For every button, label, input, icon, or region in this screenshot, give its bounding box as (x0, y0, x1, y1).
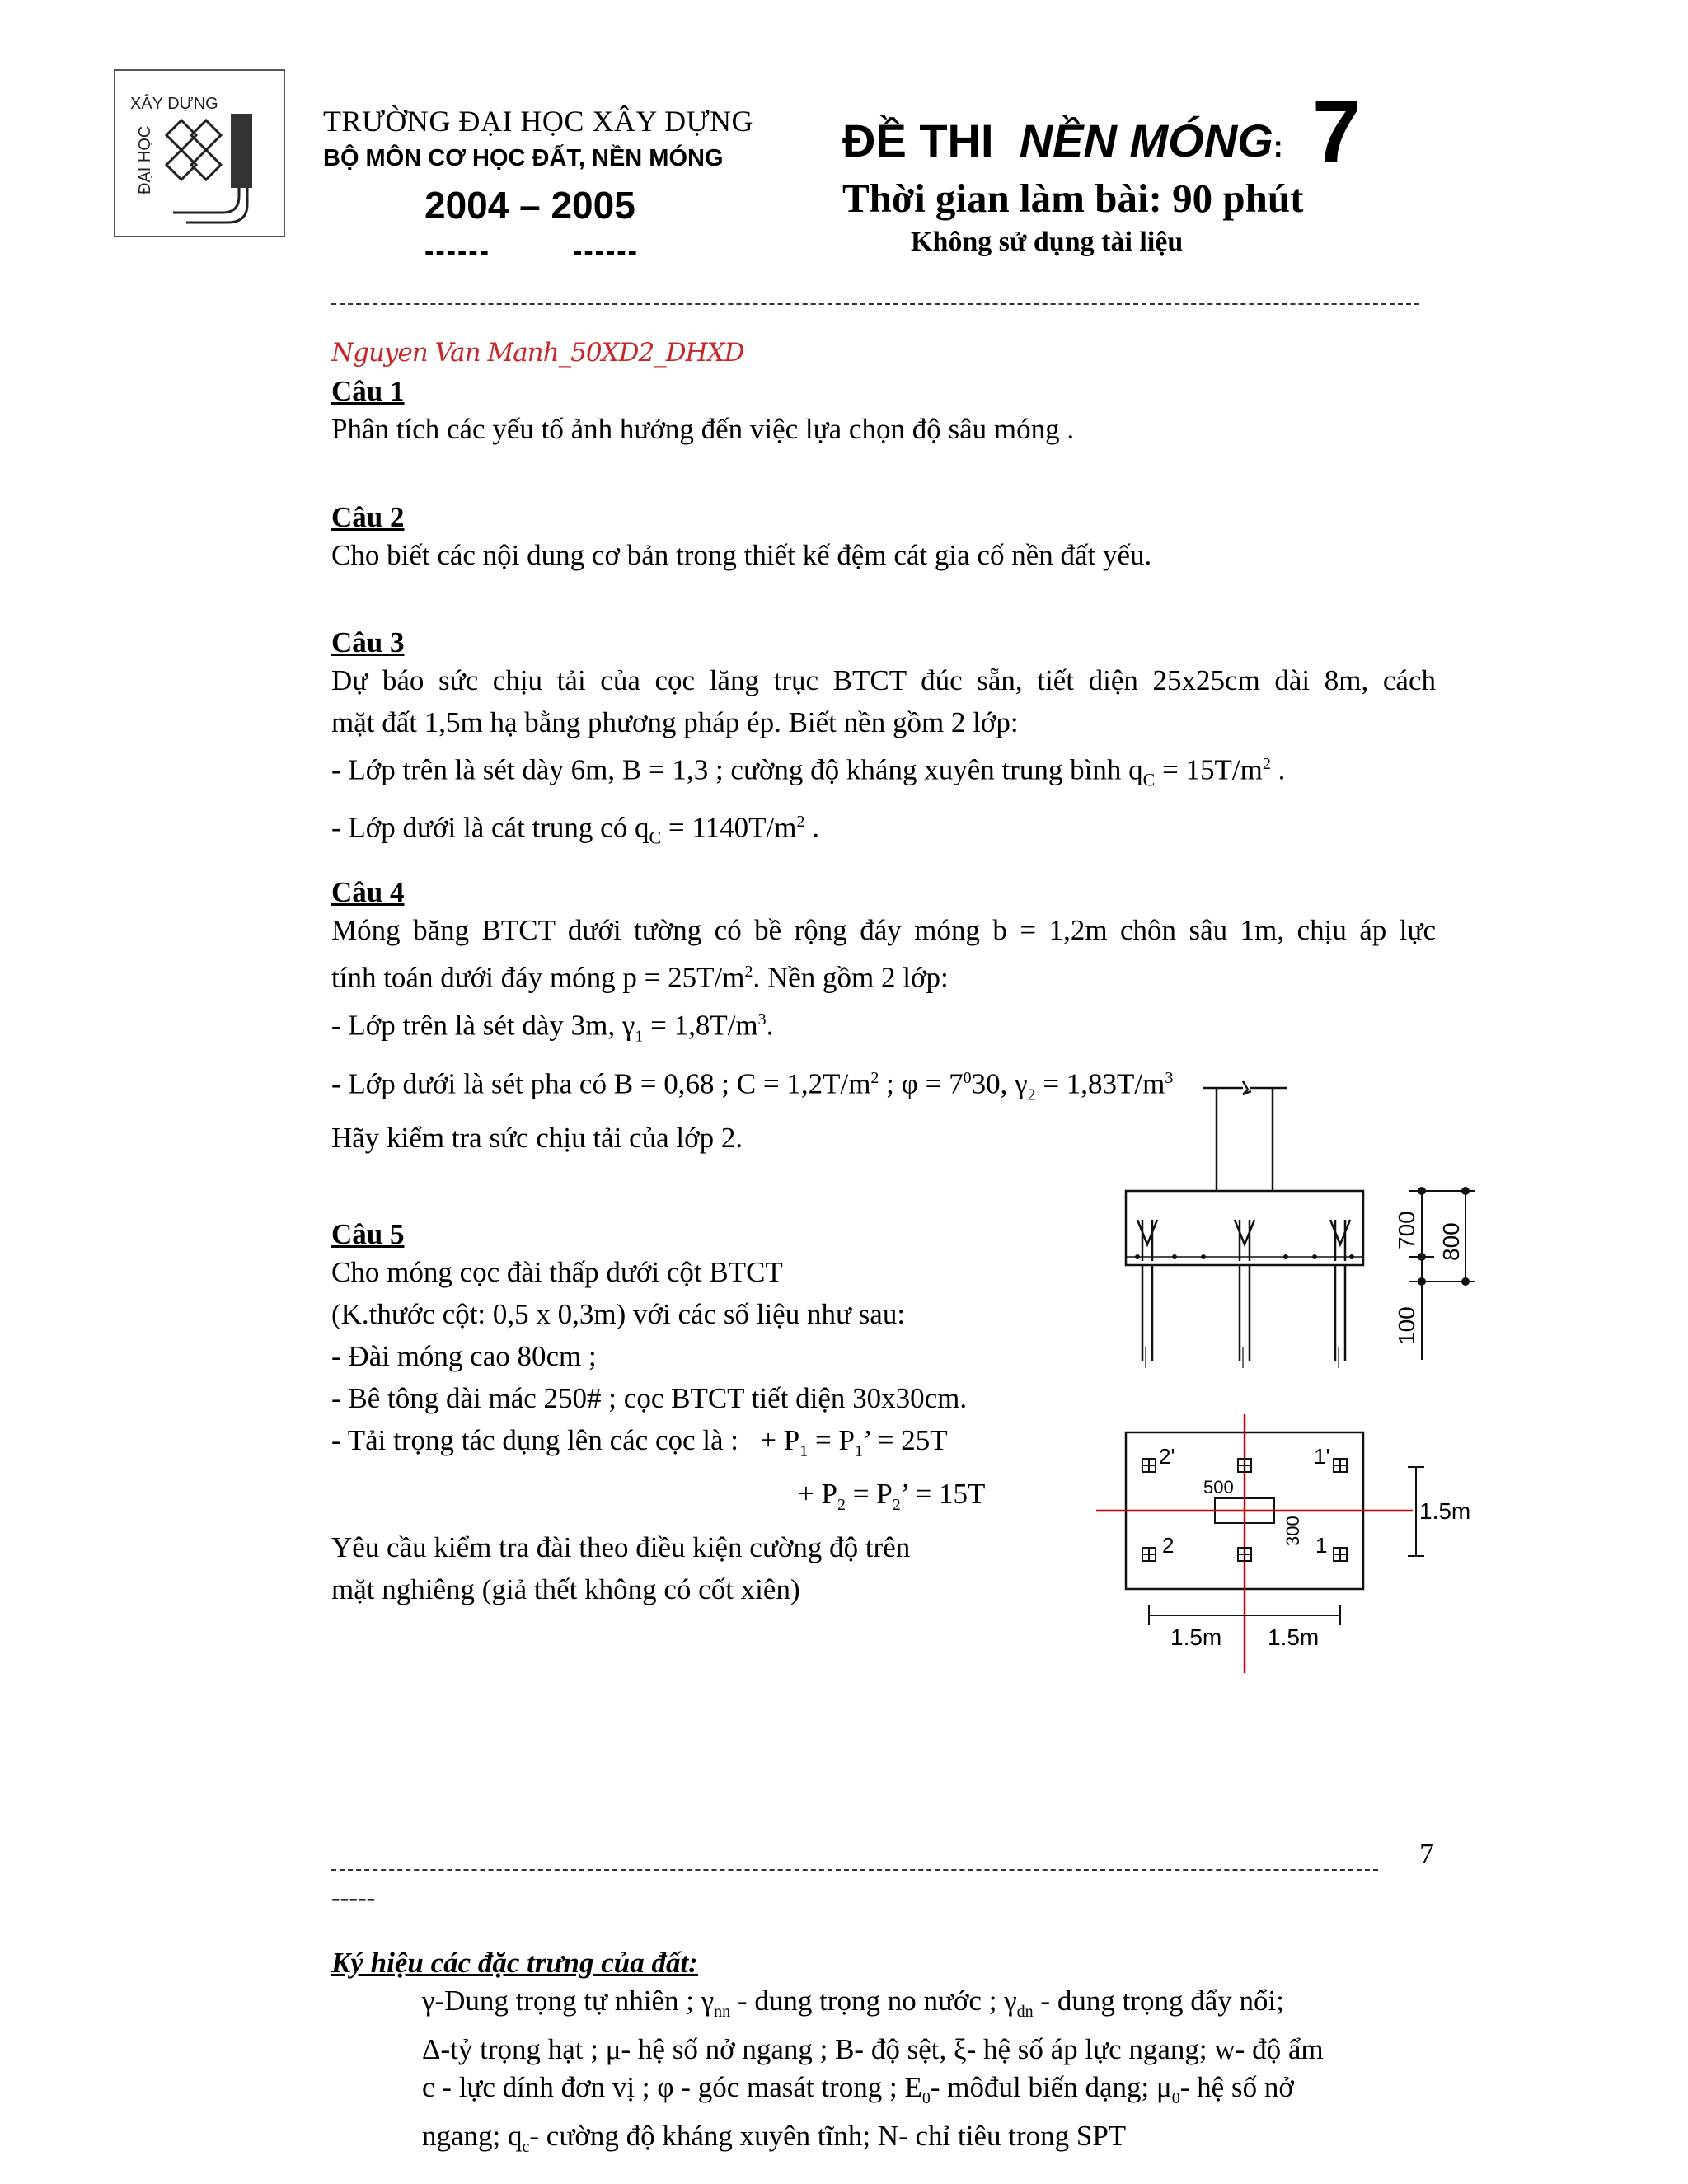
subscript: c (522, 2138, 530, 2156)
line-text: 30, γ (971, 1067, 1028, 1100)
legend-line: Δ-tỷ trọng hạt ; μ- hệ số nở ngang ; B- độ sệt, ξ- hệ số áp lực ngang; w- độ ẩm (422, 2033, 1324, 2065)
pile-label-2: 2 (1162, 1533, 1175, 1558)
legend-title: Ký hiệu các đặc trưng của đất: (331, 1947, 698, 1979)
dim-100-label: 100 (1394, 1306, 1419, 1345)
question-line (331, 999, 1436, 1058)
department-name: BỘ MÔN CƠ HỌC ĐẤT, NỀN MÓNG (323, 145, 724, 171)
logo-text-top: XÂY DỰNG (130, 95, 218, 113)
question-line: Cho móng cọc đài thấp dưới cột BTCT (331, 1256, 783, 1288)
pile-label-1p: 1' (1314, 1444, 1330, 1469)
academic-year: 2004 – 2005 (424, 184, 635, 227)
legend-line (422, 2117, 1444, 2166)
pile-label-1: 1 (1315, 1533, 1328, 1558)
superscript: 2 (796, 812, 805, 831)
question-line: - Bê tông dài mác 250# ; cọc BTCT tiết diện 30x30cm. (331, 1382, 968, 1414)
question-line (331, 743, 1436, 801)
legend-text: c - lực dính đơn vị ; φ - góc masát trong ; E (422, 2071, 922, 2103)
pile-cap-diagram (1096, 1055, 1492, 1694)
end-text: . (1270, 753, 1286, 786)
superscript: 3 (757, 1010, 767, 1029)
question-5 (331, 1218, 1073, 1610)
legend-text: - dung trọng no nước ; γ (730, 1985, 1017, 2017)
soil-symbol-legend (422, 1982, 1444, 2166)
pile-label-2p: 2' (1159, 1444, 1175, 1469)
question-line: Cho biết các nội dung cơ bản trong thiết kế đệm cát gia cố nền đất yếu. (331, 539, 1152, 571)
university-logo (114, 69, 285, 237)
elevation-dimensions (1409, 1191, 1475, 1360)
subscript: C (1142, 769, 1156, 790)
value-text: = 15T/m (1155, 753, 1263, 786)
exam-subject: NỀN MÓNG (1019, 115, 1273, 166)
end-text: . (804, 811, 819, 844)
dim-800-label: 800 (1438, 1222, 1464, 1261)
question-line (331, 801, 1436, 859)
question-line: Dự báo sức chịu tải của cọc lăng trục BTCT đúc sẵn, tiết diện 25x25cm dài 8m, cách (331, 664, 1436, 696)
exam-title (842, 114, 1283, 167)
legend-text: - hệ số nở (1179, 2071, 1294, 2103)
page-number: 7 (1419, 1837, 1434, 1870)
legend-line (422, 2069, 1444, 2117)
load-text: ’ = 25T (862, 1424, 948, 1456)
author-signature: Nguyen Van Manh_50XD2_DHXD (331, 338, 744, 368)
question-line: Móng băng BTCT dưới tường có bề rộng đáy móng b = 1,2m chôn sâu 1m, chịu áp lực (331, 914, 1436, 946)
axis-lines (1096, 1414, 1413, 1673)
question-line: Phân tích các yếu tố ảnh hưởng đến việc lựa chọn độ sâu móng . (331, 413, 1075, 445)
question-line: Yêu cầu kiểm tra đài theo điều kiện cường độ trên (331, 1531, 911, 1563)
question-line (331, 1473, 1073, 1526)
question-line (331, 1419, 1073, 1473)
question-title: Câu 1 (331, 375, 405, 407)
no-documents-note: Không sử dụng tài liệu (911, 227, 1184, 257)
subscript: 2 (892, 1496, 901, 1514)
subscript: dn (1016, 2003, 1034, 2021)
load-text: = P (808, 1424, 855, 1456)
line-text: - Tải trọng tác dụng lên các cọc là : (331, 1424, 738, 1456)
question-title: Câu 5 (331, 1218, 405, 1250)
elevation-view (1126, 1081, 1363, 1368)
line-text: = 1,83T/m (1035, 1067, 1165, 1100)
question-line: mặt nghiêng (giả thết không có cốt xiên) (331, 1573, 800, 1605)
foundation-drawing (1096, 1055, 1492, 1690)
legend-line (422, 1982, 1444, 2031)
legend-text: - môđul biến dạng; μ (930, 2071, 1172, 2103)
superscript: 3 (1165, 1069, 1174, 1088)
load-text: + P (798, 1478, 837, 1510)
question-line: (K.thước cột: 0,5 x 0,3m) với các số liệu như sau: (331, 1298, 906, 1330)
subscript: 1 (635, 1027, 644, 1046)
superscript: 0 (963, 1069, 972, 1088)
legend-text: - dung trọng đẩy nổi; (1033, 1985, 1284, 2017)
exam-colon: : (1273, 129, 1283, 163)
line-text: - Lớp dưới là sét pha có B = 0,68 ; C = 1,2T/m (331, 1067, 871, 1100)
column-depth-label: 300 (1282, 1516, 1303, 1546)
line-text: = 1,8T/m (643, 1009, 758, 1042)
subscript: 1 (799, 1442, 809, 1460)
dim-mid-15m: 1.5m (1268, 1624, 1320, 1650)
load-text: + P (760, 1424, 800, 1456)
logo-text-side: ĐẠI HỌC (136, 125, 154, 194)
footer-divider-tail: ----- (331, 1882, 376, 1912)
subscript: 2 (1027, 1085, 1036, 1104)
value-text: = 1140T/m (661, 811, 797, 844)
line-text: . Nền gồm 2 lớp: (753, 961, 949, 994)
line-text: - Lớp trên là sét dày 3m, γ (331, 1009, 635, 1042)
header-divider (331, 303, 1419, 305)
dim-700-label: 700 (1394, 1211, 1419, 1249)
question-line: Hãy kiểm tra sức chịu tải của lớp 2. (331, 1121, 743, 1154)
subscript: 0 (1171, 2089, 1180, 2107)
legend-text: ngang; q (422, 2120, 523, 2152)
exam-time: Thời gian làm bài: 90 phút (842, 176, 1304, 221)
exam-prefix: ĐỀ THI (842, 115, 994, 166)
question-line (331, 951, 1436, 999)
exam-number: 7 (1312, 83, 1361, 180)
load-text: = P (845, 1478, 893, 1510)
question-2 (331, 501, 1436, 576)
subscript: C (649, 827, 662, 848)
question-title: Câu 2 (331, 501, 405, 533)
subscript: nn (714, 2003, 731, 2021)
subscript: 1 (854, 1442, 863, 1460)
dim-right-15m: 1.5m (1419, 1498, 1471, 1524)
line-text: ; φ = 7 (879, 1067, 964, 1100)
question-1 (331, 375, 1436, 450)
load-text: ’ = 15T (900, 1478, 986, 1510)
legend-text: γ-Dung trọng tự nhiên ; γ (422, 1985, 715, 2017)
line-text: tính toán dưới đáy móng p = 25T/m (331, 961, 745, 994)
footer-divider (331, 1869, 1378, 1871)
dim-left-15m: 1.5m (1170, 1624, 1222, 1650)
header-dashes-right: ------ (573, 236, 639, 267)
line-text: . (766, 1009, 774, 1042)
subscript: 2 (837, 1496, 846, 1514)
superscript: 2 (744, 963, 753, 981)
line-text: - Lớp dưới là cát trung có q (331, 811, 649, 844)
subscript: 0 (921, 2089, 931, 2107)
superscript: 2 (1262, 755, 1271, 773)
legend-text: - cường độ kháng xuyên tĩnh; N- chỉ tiêu trong SPT (529, 2120, 1127, 2152)
line-text: - Lớp trên là sét dày 6m, B = 1,3 ; cường độ kháng xuyên trung bình q (331, 753, 1143, 786)
question-3 (331, 626, 1436, 858)
question-line: mặt đất 1,5m hạ bằng phương pháp ép. Biết nền gồm 2 lớp: (331, 706, 1019, 738)
superscript: 2 (870, 1069, 879, 1088)
logo-emblem-icon (115, 71, 284, 236)
column-width-label: 500 (1203, 1477, 1234, 1497)
question-line: - Đài móng cao 80cm ; (331, 1340, 597, 1372)
question-title: Câu 4 (331, 876, 405, 908)
question-title: Câu 3 (331, 626, 405, 658)
header-dashes-left: ------ (424, 236, 490, 267)
school-name: TRƯỜNG ĐẠI HỌC XÂY DỰNG (323, 105, 754, 138)
